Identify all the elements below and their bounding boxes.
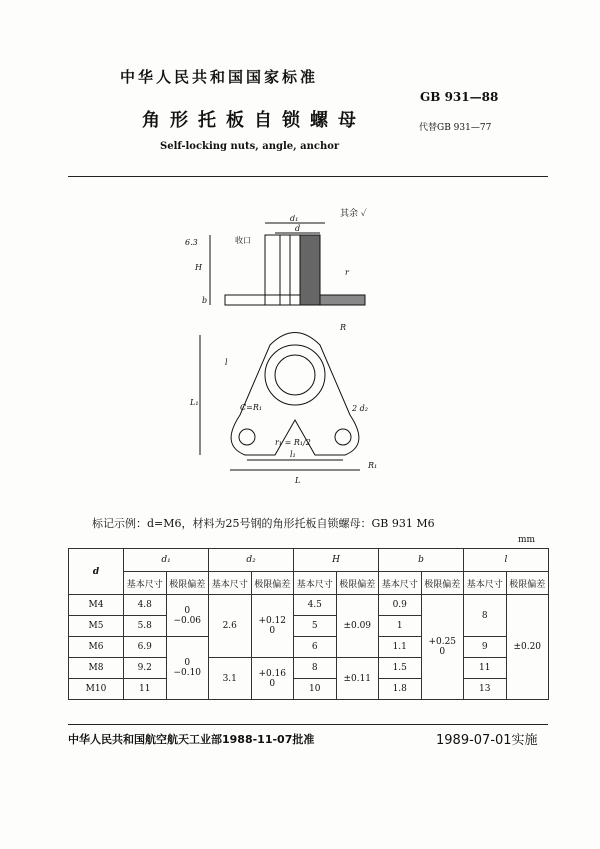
- effective-date: 1989-07-01实施: [436, 733, 538, 748]
- svg-text:R: R: [340, 323, 347, 332]
- svg-text:b: b: [202, 296, 208, 305]
- nut-inner: [275, 355, 315, 395]
- svg-text:收口: 收口: [235, 236, 251, 245]
- technical-drawing: [180, 215, 400, 515]
- section-hatch: [300, 235, 320, 305]
- svg-text:d₁: d₁: [290, 215, 299, 223]
- plate-outline: [231, 333, 359, 456]
- svg-text:C=R₁: C=R₁: [240, 403, 263, 412]
- approval-note: 中华人民共和国航空航天工业部1988-11-07批准: [68, 733, 315, 746]
- standard-number: GB 931—88: [420, 90, 499, 104]
- nut-outer: [265, 345, 325, 405]
- replaces-note: 代替GB 931—77: [419, 123, 492, 133]
- header-divider: [68, 176, 548, 177]
- footer-divider: [68, 724, 548, 725]
- roughness-note: 其余 ✓: [340, 209, 367, 219]
- unit-label: mm: [518, 535, 536, 545]
- org-title: 中华人民共和国国家标准: [120, 68, 319, 86]
- marking-example: 标记示例：d=M6，材料为25号钢的角形托板自锁螺母：GB 931 M6: [92, 517, 435, 530]
- doc-title-en: Self-locking nuts, angle, anchor: [160, 141, 340, 152]
- table-row: M4 4.8 0 −0.06 2.6 +0.12 0 4.5 ±0.09 0.9 +0.25 0 8 ±0.20: [69, 595, 549, 616]
- doc-title: 角形托板自锁螺母: [142, 110, 366, 131]
- roughness-icon: ✓: [360, 209, 367, 219]
- table-row: M8 9.2 3.1 +0.16 0 8 ±0.11 1.5 11: [69, 658, 549, 679]
- rivet-hole-right: [335, 429, 351, 445]
- svg-text:6.3: 6.3: [185, 238, 198, 247]
- svg-text:L: L: [295, 476, 301, 485]
- svg-text:d: d: [295, 224, 301, 233]
- table-row: M5 5.8 5 1: [69, 616, 549, 637]
- svg-text:R₁: R₁: [368, 461, 378, 470]
- svg-text:r: r: [345, 268, 349, 277]
- rivet-hole-left: [239, 429, 255, 445]
- svg-text:L₁: L₁: [190, 398, 199, 407]
- table-row: M6 6.9 0 −0.10 6 1.1 9: [69, 637, 549, 658]
- svg-text:2 d₂: 2 d₂: [352, 404, 368, 413]
- table-row: M10 11 10 1.8 13: [69, 679, 549, 700]
- dimension-table: d d₁ d₂ H b l 基本尺寸 极限偏差 基本尺寸 极限偏差 基本尺寸 极限偏差 基本尺寸 极限偏差 基本尺寸 极限偏差 M4 4.8 0 −0.06 2.6 +0.12 0 4.5 ±0.09 0.9 +0.25 0 8 ±0.20 M5 5.8 5 1 M6 6.9 0 −0.10 6 1.1 9 M8 9.2 3.1 +0.16 0 8 ±0.11 1.5 11 M10 11 10 1.8 13: [68, 548, 549, 700]
- svg-text:l: l: [225, 358, 228, 367]
- svg-text:l₁: l₁: [290, 450, 296, 459]
- svg-text:r₁ = R₁/2: r₁ = R₁/2: [275, 438, 311, 447]
- svg-text:H: H: [195, 263, 202, 272]
